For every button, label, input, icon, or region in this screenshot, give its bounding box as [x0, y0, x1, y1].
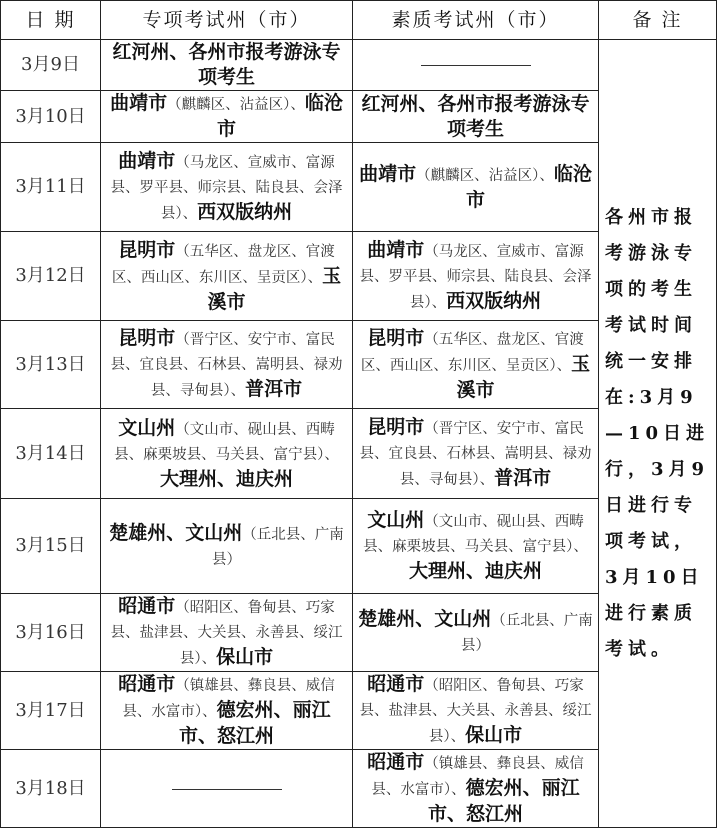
district-list: （马龙区、宣威市、富源县、罗平县、师宗县、陆良县、会泽县）、	[110, 154, 343, 222]
special-cell	[101, 40, 353, 91]
quality-cell	[353, 594, 599, 672]
date-cell: 3月13日	[1, 321, 101, 409]
region-name: 楚雄州、文山州	[109, 521, 243, 544]
special-cell	[101, 409, 353, 499]
quality-cell	[353, 232, 599, 321]
district-list: （马龙区、宣威市、富源县、罗平县、师宗县、陆良县、会泽县）、	[359, 243, 592, 311]
date-cell: 3月16日	[1, 594, 101, 672]
region-name: 昆明市	[367, 327, 425, 349]
region-name: 大理州、迪庆州	[408, 560, 542, 582]
region-name: 曲靖市	[110, 92, 168, 114]
region-name: 昭通市	[367, 673, 425, 695]
date-cell: 3月9日	[1, 40, 101, 91]
region-name: 保山市	[465, 724, 523, 746]
region-name: 楚雄州、文山州	[358, 608, 492, 630]
quality-cell	[353, 321, 599, 409]
header-remark: 备 注	[599, 1, 717, 40]
district-list: （晋宁区、安宁市、富民县、宜良县、石林县、嵩明县、禄劝县、寻甸县）、	[110, 332, 343, 399]
region-name: 大理州、迪庆州	[159, 467, 293, 490]
special-cell	[101, 232, 353, 321]
district-list: （昭阳区、鲁甸县、巧家县、盐津县、大关县、永善县、绥江县）、	[359, 678, 592, 745]
special-cell	[101, 321, 353, 409]
region-name: 昆明市	[367, 416, 425, 438]
header-special: 专项考试州（市）	[101, 1, 353, 40]
district-list: （麒麟区、沾益区）、	[416, 167, 554, 184]
empty-dash	[172, 789, 282, 790]
date-cell: 3月17日	[1, 672, 101, 750]
district-list: （文山市、砚山县、西畴县、麻栗坡县、马关县、富宁县）、	[114, 421, 339, 463]
district-list: （五华区、盘龙区、官渡区、西山区、东川区、呈贡区）、	[360, 332, 584, 374]
quality-cell	[353, 91, 599, 143]
quality-cell	[353, 40, 599, 91]
region-name: 文山州	[118, 416, 176, 439]
region-name: 西双版纳州	[197, 200, 293, 223]
region-name: 昆明市	[118, 238, 176, 261]
region-name: 文山州	[367, 509, 425, 531]
region-name: 昭通市	[118, 595, 176, 617]
region-name: 保山市	[216, 646, 274, 668]
region-name: 西双版纳州	[446, 289, 542, 312]
district-list: （麒麟区、沾益区）、	[167, 97, 305, 113]
quality-cell	[353, 499, 599, 594]
district-list: （五华区、盘龙区、官渡区、西山区、东川区、呈贡区）、	[111, 243, 335, 286]
empty-dash	[421, 65, 531, 66]
region-name: 红河州、各州市报考游泳专项考生	[112, 41, 341, 88]
region-name: 临沧市	[216, 92, 343, 140]
region-name: 德宏州、丽江市、怒江州	[178, 699, 331, 747]
header-quality: 素质考试州（市）	[353, 1, 599, 40]
region-name: 德宏州、丽江市、怒江州	[427, 777, 580, 825]
quality-cell	[353, 143, 599, 232]
region-name: 曲靖市	[367, 238, 425, 261]
region-name: 昭通市	[118, 673, 176, 695]
region-name: 红河州、各州市报考游泳专项考生	[361, 92, 590, 140]
special-cell	[101, 499, 353, 594]
district-list: （晋宁区、安宁市、富民县、宜良县、石林县、嵩明县、禄劝县、寻甸县）、	[359, 421, 592, 488]
date-cell: 3月15日	[1, 499, 101, 594]
region-name: 曲靖市	[118, 149, 176, 172]
district-list: （镇雄县、彝良县、威信县、水富市）、	[122, 678, 335, 720]
region-name: 临沧市	[465, 162, 592, 211]
region-name: 普洱市	[494, 467, 552, 489]
remark-cell: 各州市报考游泳专项的考生考试时间统一安排在:3月9—10日进行，3月9日进行专项考试，3月10日进行素质考试。	[599, 40, 717, 828]
district-list: （文山市、砚山县、西畴县、麻栗坡县、马关县、富宁县）、	[363, 514, 588, 555]
district-list: （丘北县、广南县）	[212, 526, 344, 568]
special-cell	[101, 594, 353, 672]
region-name: 普洱市	[245, 378, 303, 400]
region-name: 曲靖市	[359, 162, 417, 185]
quality-cell	[353, 750, 599, 828]
date-cell: 3月14日	[1, 409, 101, 499]
special-cell	[101, 750, 353, 828]
special-cell	[101, 143, 353, 232]
region-name: 玉溪市	[456, 353, 591, 401]
region-name: 玉溪市	[207, 264, 342, 313]
date-cell: 3月10日	[1, 91, 101, 143]
header-date: 日 期	[1, 1, 101, 40]
date-cell: 3月11日	[1, 143, 101, 232]
date-cell: 3月12日	[1, 232, 101, 321]
header-row	[1, 1, 717, 40]
region-name: 昭通市	[367, 751, 425, 773]
district-list: （昭阳区、鲁甸县、巧家县、盐津县、大关县、永善县、绥江县）、	[110, 600, 343, 667]
district-list: （丘北县、广南县）	[461, 613, 593, 654]
quality-cell	[353, 409, 599, 499]
region-name: 昆明市	[118, 327, 176, 349]
date-cell: 3月18日	[1, 750, 101, 828]
special-cell	[101, 672, 353, 750]
table-row	[1, 40, 717, 91]
quality-cell	[353, 672, 599, 750]
district-list: （镇雄县、彝良县、威信县、水富市）、	[371, 756, 584, 798]
special-cell	[101, 91, 353, 143]
